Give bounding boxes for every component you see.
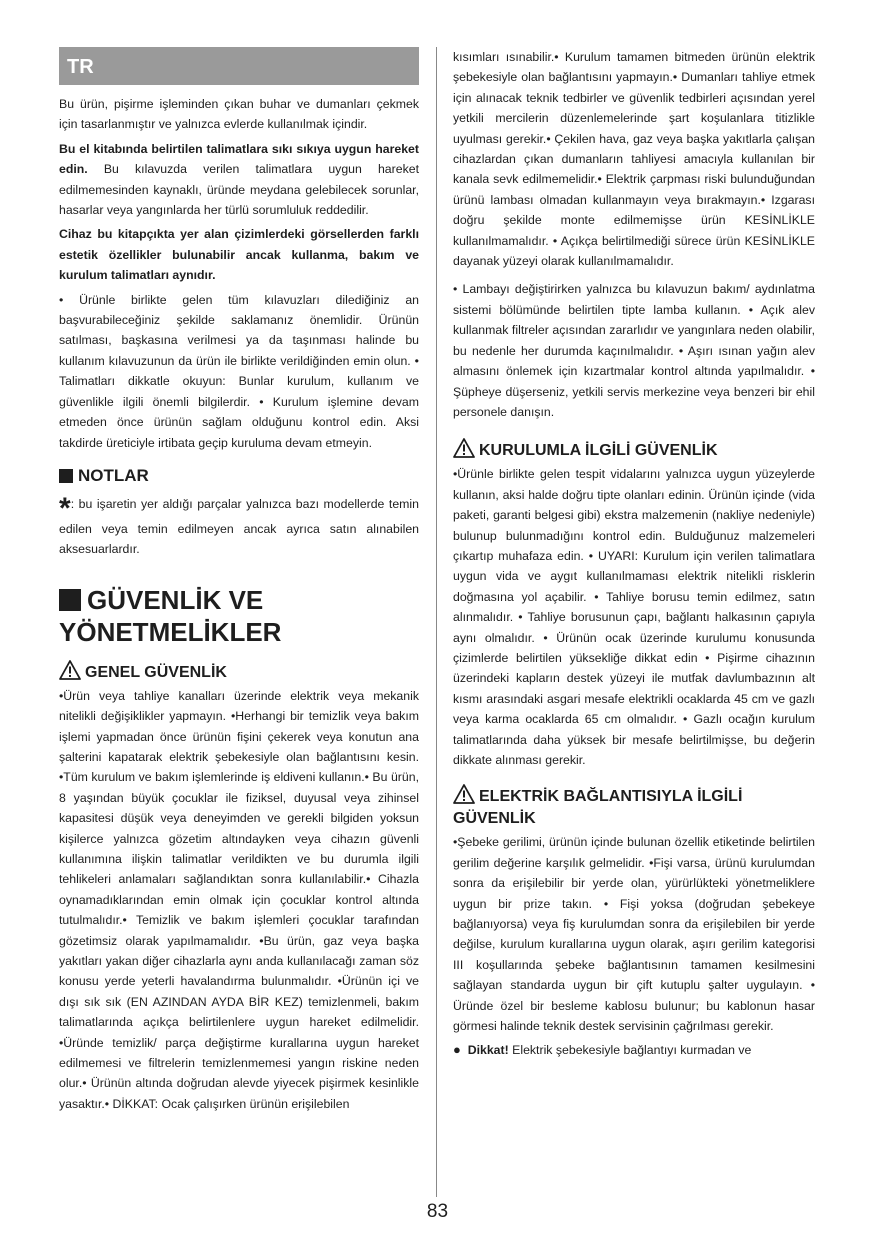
notes-heading <box>59 466 419 486</box>
general-safety-heading-text: GENEL GÜVENLİK <box>85 663 227 681</box>
installation-safety-heading <box>453 438 815 462</box>
warning-triangle-icon <box>59 660 81 680</box>
lamp-paragraph: • Lambayı değiştirirken yalnızca bu kılavuzun bakım/ aydınlatma sistemi bölümünde belirtilen tipte lamba kullanın. • Açık alev kullanmak filtreler açısından zararlıdır ve yangınlara neden olabilir, bu nedenle her durumda kaçınılmalıdır. • Aşırı ısınan yağın alev almasını önlemek için kızartmalar kontrol altında yapılmalıdır. • Şüpheye düşerseniz, yetkili servis merkezine veya benzeri bir ehil personele danışın. <box>453 282 815 419</box>
warning-1-bold: Bu el kitabında belirtilen talimatlara sıkı sıkıya uygun hareket edin. <box>59 141 419 177</box>
electrical-safety-heading-text: ELEKTRİK BAĞLANTISIYLA İLGİLİ GÜVENLİK <box>453 788 743 828</box>
installation-safety-text: •Ürünle birlikte gelen tespit vidalarını yalnızca uygun yüzeylerde kullanın, aksi halde doğru tipte olanları edinin. Ürünün içinde (vida paketi, garanti belgesi gibi) ekstra malzemenin (nakliye nedeniyle) bulunup bulunmadığını kontrol edin. Bulduğunuz malzemeleri çıkartıp muhafaza edin. • UYARI: Kurulum için verilen talimatlara uygun vida ve aygıt kullanılmaması elektrik nitelikli risklerin doğmasına yol açabilir. • Tahliye borusu temin edilmez, satın alınmalıdır. • Tahliye borusunun çapı, bağlantı halkasının çapıyla aynı olmalıdır. • Ürünün ocak üzerinde kurulumu konusunda çizimlerde belirtilen yüksekliğe dikkat edin • Pişirme cihazının üzerindeki kapların destek yüzeyi ile mutfak davlumbazının alt kısmı arasındaki asgari mesafe elektrikli ocaklarda 45 cm ve gazlı veya karma ocaklarda 65 cm olmalıdır. • Gazlı ocağın kurulum talimatlarında daha yüksek bir mesafe belirtilmişse, bu değerin dikkate alınması gerekir. <box>453 467 815 767</box>
installation-safety-heading-text: KURULUMLA İLGİLİ GÜVENLİK <box>479 442 718 460</box>
round-bullet-icon: ● <box>453 1042 461 1058</box>
square-bullet-icon <box>59 589 81 611</box>
attention-text: Elektrik şebekesiyle bağlantıyı kurmadan ve <box>508 1043 752 1058</box>
electrical-safety-text: •Şebeke gerilimi, ürünün içinde bulunan özellik etiketinde belirtilen gerilim değerine karşılık gelmelidir. •Fişi varsa, ürünü kurulumdan sonra da erişilebilir bir yerde olan, yürürlükteki yönetmeliklere uygun bir prize takın. • Fişi yoksa (doğrudan şebekeye bağlanıyorsa) veya fiş kurulumdan sonra da erişilebilen bir yerde değilse, kurulum kurallarına uygun olarak, aşırı gerilim kategorisi III koşullarında şebeke bağlantısının tamamen kesilmesini sağlayan standarda uygun bir çift kutuplu şalter uygulayın. • Üründe özel bir besleme kablosu bulunur; bu kablonun hasar görmesi halinde teknik destek servisinin çağrılması gerekir. <box>453 835 815 1034</box>
warning-triangle-icon <box>453 784 475 804</box>
general-safety-text: •Ürün veya tahliye kanalları üzerinde elektrik veya mekanik nitelikli değişiklikler yapmayın. •Herhangi bir temizlik veya bakım işlemi yapmadan önce ürünün fişini çekerek veya konutun ana şalterini kapatarak elektrik şebekesiyle olan bağlantısını kesin. •Tüm kurulum ve bakım işlemlerinde iş eldiveni kullanın.• Bu ürün, 8 yaşından büyük çocuklar ile fiziksel, duyusal veya zihinsel kapasitesi düşük veya deneyimden ve gerekli bilgiden yoksun kişilerce yalnızca gözetim altındayken veya cihazın güvenli kullanımına ilişkin talimatlar verildikten ve bu durumla ilgili tehlikeleri anlamaları sağlandıktan sonra kullanılabilir.• Cihazla oynamadıklarından emin olmak için çocuklar kontrol altında tutulmalıdır.• Temizlik ve bakım işlemleri çocuklar tarafından gözetimsiz olarak yapılmamalıdır. •Bu ürün, gaz veya başka yakıtları yakan diğer cihazlarla aynı anda kullanılacağı zaman söz konusu yerde yeterli havalandırma bulunmalıdır. •Ürünün içi ve dışı sık sık (EN AZINDAN AYDA BİR KEZ) temizlenmeli, bakım talimatlarında açıkça belirtilenlere uygun hareket edilmelidir. •Üründe temizlik/ parça değiştirme kurallarına uygun hareket edilmemesi ve filtrelerin temizlenmemesi yangın riskine neden olur.• Ürünün altında doğrudan alevde yiyecek pişirmek kesinlikle yasaktır.• DİKKAT: Ocak çalışırken ürünün erişilebilen <box>59 688 419 1111</box>
warning-paragraph-1 <box>59 139 419 221</box>
electrical-safety-heading <box>453 784 815 830</box>
page-number: 83 <box>426 1201 449 1222</box>
language-tag: TR <box>59 47 419 85</box>
general-safety-heading <box>59 660 419 684</box>
right-column <box>453 47 815 1061</box>
notes-heading-text: NOTLAR <box>78 465 149 485</box>
attention-bold: Dikkat! <box>467 1043 509 1058</box>
bullets-paragraph: • Ürünle birlikte gelen tüm kılavuzları dilediğiniz an başvurabileceğiniz şekilde saklamanız önemlidir. Ürünün satılması, başkasına verilmesi ya da taşınması halinde bu kullanım kılavuzunun da ürün ile birlikte verildiğinden emin olun. • Talimatları dikkatle okuyun: Bunlar kurulum, kullanım ve güvenlikle ilgili önemli bilgilerdir. • Kurulum işlemine devam etmeden önce ürünün sağlam olduğunu kontrol edin. Aksi takdirde üreticiyle irtibata geçip kuruluma devam etmeyin. <box>59 292 419 450</box>
intro-paragraph: Bu ürün, pişirme işleminden çıkan buhar ve dumanları çekmek için tasarlanmıştır ve yalnızca evlerde kullanılmak içindir. <box>59 97 419 132</box>
attention-paragraph <box>453 1040 815 1060</box>
notes-paragraph <box>59 491 419 560</box>
continued-safety-text: kısımları ısınabilir.• Kurulum tamamen bitmeden ürünün elektrik şebekesiyle olan bağlantısını yapmayın.• Dumanları tahliye etmek için alınacak teknik tedbirler ve güvenlik tedbirleri açısından yerel yetkili mercilerin düzenlemelerinde şart koşulanlara titizlikle uyulması gerekir.• Çekilen hava, gaz veya başka yakıtlarla çalışan cihazlardan çıkan dumanların tahliyesi amacıyla kullanılan bir kanala sevk edilmemelidir.• Elektrik çarpması riski bulunduğundan ürünü lambası olmadan kullanmayın veya bırakmayın.• Izgarası doğru şekilde monte edilmemişse ürün KESİNLİKLE kullanılmamalıdır. • Açıkça belirtilmediği sürece ürün KESİNLİKLE dayanak yüzeyi olarak kullanılmamalıdır. <box>453 50 815 269</box>
star-icon: * <box>59 491 71 525</box>
warning-triangle-icon <box>453 438 475 458</box>
left-column <box>59 47 419 1114</box>
warning-2-bold: Cihaz bu kitapçıkta yer alan çizimlerdeki görsellerden farklı estetik özellikler bulunabilir ancak kullanma, bakım ve kurulum talimatları aynıdır. <box>59 227 419 283</box>
notes-text: : bu işaretin yer aldığı parçalar yalnızca bazı modellerde temin edilen veya temin edilmeyen ancak ayrıca satın alınabilen aksesuarlardır. <box>59 496 419 557</box>
warning-paragraph-2 <box>59 224 419 285</box>
safety-heading-text: GÜVENLİK VE YÖNETMELİKLER <box>59 584 282 647</box>
safety-heading <box>59 584 419 648</box>
column-divider <box>436 47 437 1197</box>
warning-1-text: Bu kılavuzda verilen talimatlara uygun hareket edilmemesinden kaynaklı, üründe meydana gelebilecek sorunlar, hasarlar veya yangınlarda her türlü sorumluluk reddedilir. <box>59 162 419 218</box>
square-bullet-icon <box>59 469 73 483</box>
